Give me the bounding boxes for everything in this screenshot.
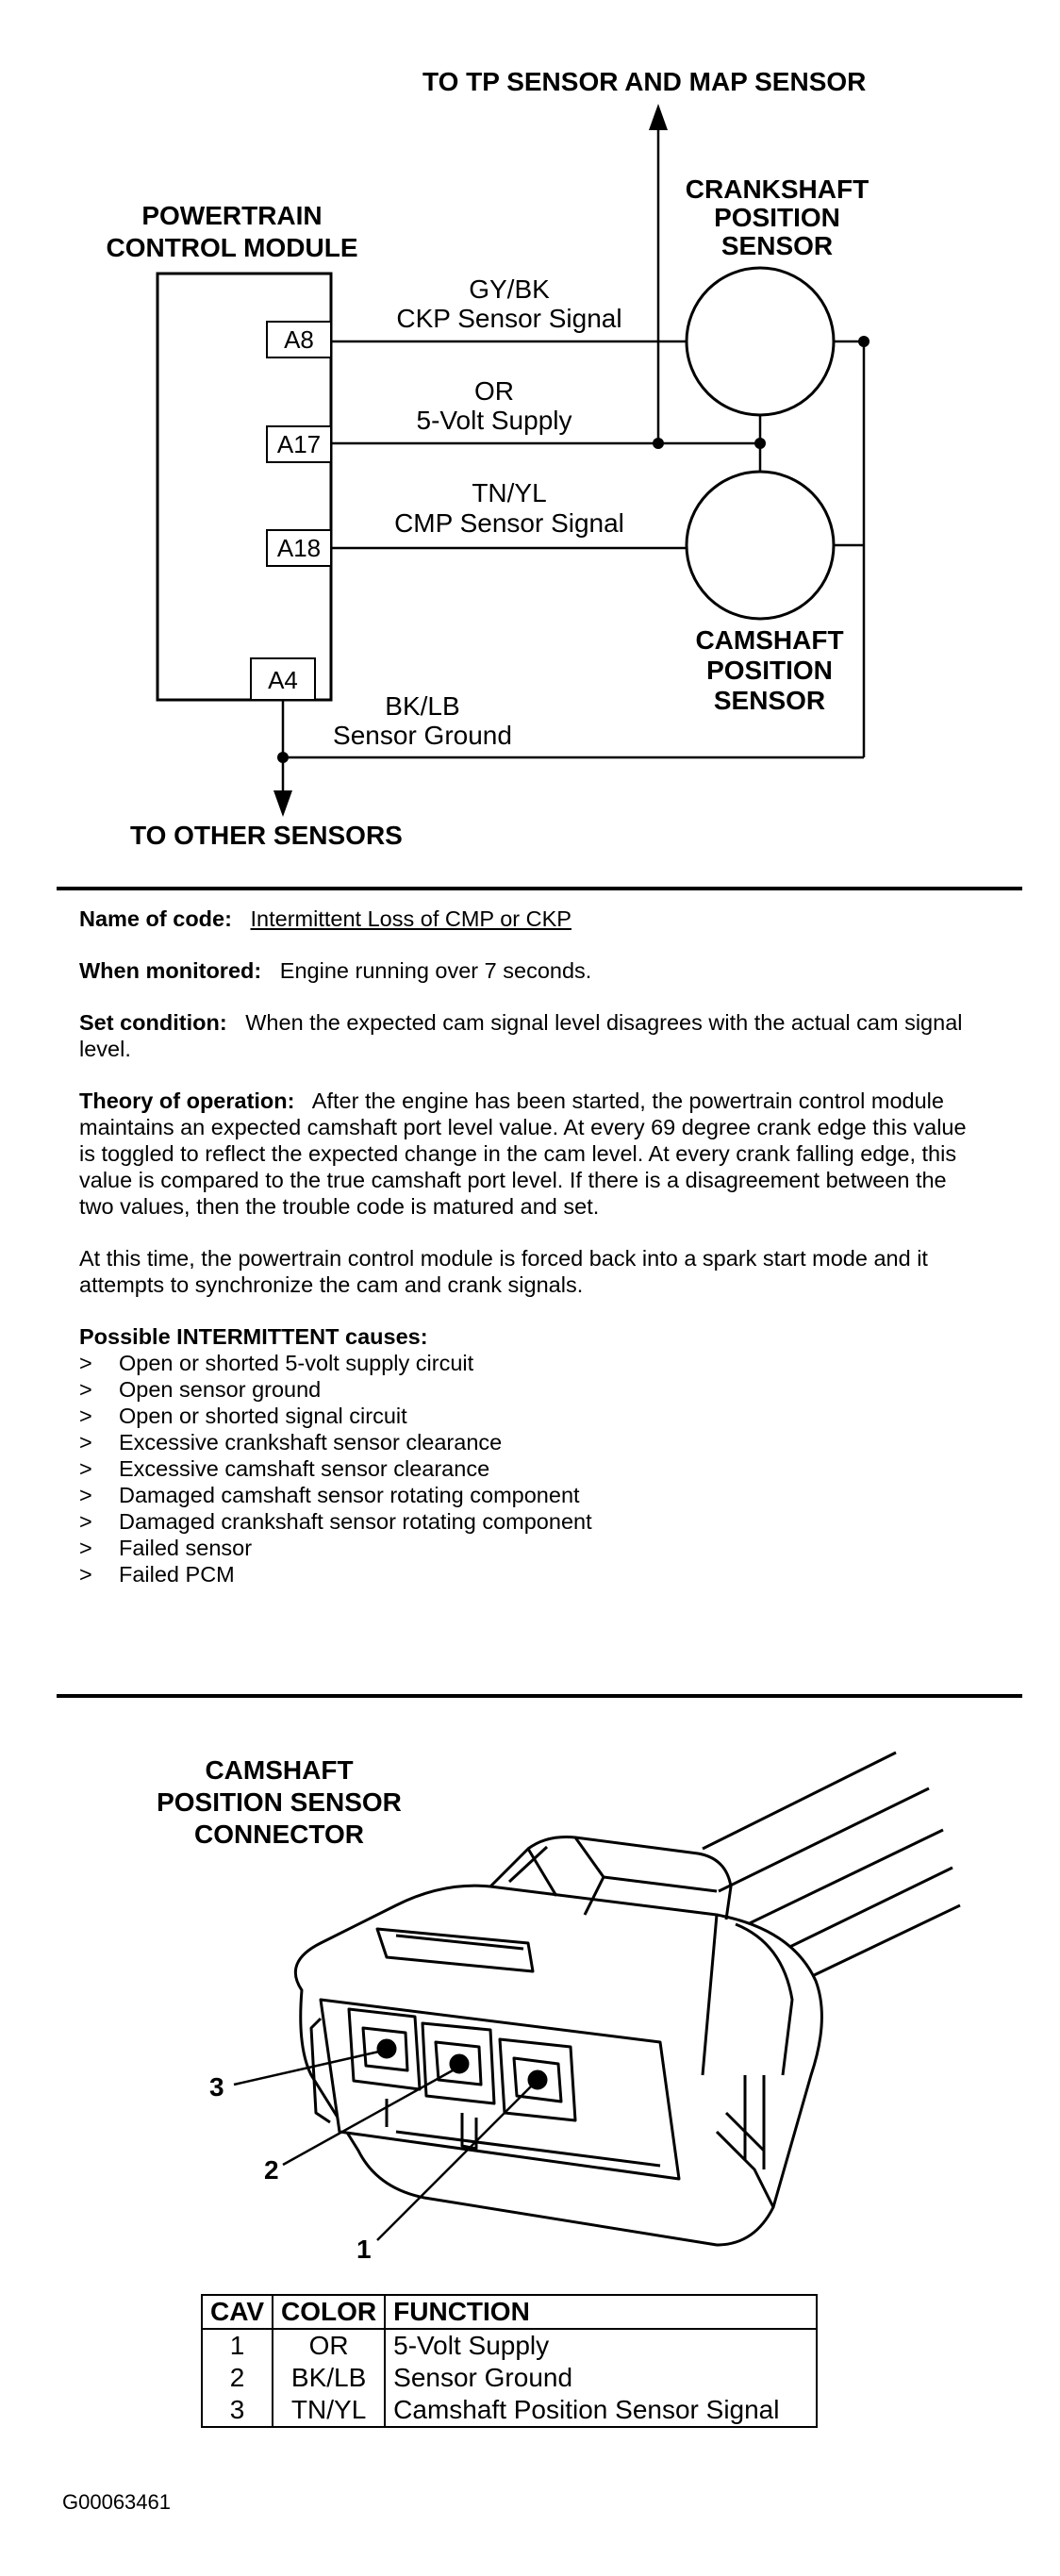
list-item: > Excessive crankshaft sensor clearance bbox=[79, 1430, 503, 1454]
figure-id: G00063461 bbox=[62, 2490, 171, 2514]
ckp-sensor-symbol bbox=[687, 268, 834, 415]
theory-label: Theory of operation: bbox=[79, 1089, 295, 1113]
callout-1: 1 bbox=[356, 2235, 372, 2264]
pin-a18: A18 bbox=[276, 534, 322, 562]
spark-start-paragraph: At this time, the powertrain control module is forced back into a spark start mode and it attempts to synchronize the cam and crank signals. bbox=[79, 1246, 928, 1297]
ground-wire-color: BK/LB bbox=[385, 691, 460, 721]
set-condition-label: Set condition: bbox=[79, 1010, 227, 1035]
ckp-wire-color: GY/BK bbox=[469, 274, 550, 304]
list-item: > Failed sensor bbox=[79, 1536, 253, 1560]
code-description bbox=[79, 906, 985, 1587]
color-header: COLOR bbox=[273, 2295, 385, 2329]
color-cell: BK/LB bbox=[273, 2362, 385, 2394]
function-header: FUNCTION bbox=[385, 2295, 817, 2329]
table-row bbox=[202, 2362, 817, 2394]
up-arrow-icon bbox=[649, 104, 668, 130]
connector-drawing bbox=[295, 1753, 960, 2245]
cav-header: CAV bbox=[202, 2295, 273, 2329]
list-item: > Open or shorted signal circuit bbox=[79, 1404, 407, 1428]
divider-top bbox=[57, 887, 1022, 890]
ckp-label-line2: POSITION bbox=[714, 203, 840, 232]
list-item: > Damaged crankshaft sensor rotating component bbox=[79, 1509, 592, 1534]
ground-wire-name: Sensor Ground bbox=[333, 721, 512, 750]
causes-label: Possible INTERMITTENT causes: bbox=[79, 1324, 428, 1349]
when-monitored-label: When monitored: bbox=[79, 958, 262, 983]
pin-a17: A17 bbox=[276, 430, 322, 458]
cmp-wire-name: CMP Sensor Signal bbox=[394, 508, 624, 538]
connector-title-line2: POSITION SENSOR bbox=[157, 1787, 402, 1817]
set-condition-row bbox=[79, 1009, 985, 1062]
when-monitored-value: Engine running over 7 seconds. bbox=[279, 958, 592, 983]
when-monitored-row bbox=[79, 957, 985, 984]
name-of-code-value: Intermittent Loss of CMP or CKP bbox=[250, 906, 571, 931]
list-item: > Failed PCM bbox=[79, 1562, 235, 1587]
ckp-wire-name: CKP Sensor Signal bbox=[396, 304, 622, 333]
cav-cell: 2 bbox=[202, 2362, 273, 2394]
pin-a4: A4 bbox=[268, 666, 298, 694]
ckp-label-line1: CRANKSHAFT bbox=[685, 175, 870, 204]
name-of-code-label: Name of code: bbox=[79, 906, 232, 931]
pcm-label-line2: CONTROL MODULE bbox=[106, 233, 358, 262]
supply-wire-color: OR bbox=[474, 376, 514, 406]
connector-illustration bbox=[0, 1698, 1060, 2264]
name-of-code-row bbox=[79, 906, 985, 932]
cavity-table bbox=[201, 2294, 818, 2428]
wiring-diagram bbox=[0, 0, 1060, 887]
cav-cell: 3 bbox=[202, 2394, 273, 2427]
table-row bbox=[202, 2329, 817, 2362]
cmp-label-line1: CAMSHAFT bbox=[695, 625, 844, 655]
list-item: > Open or shorted 5-volt supply circuit bbox=[79, 1351, 474, 1375]
supply-wire-name: 5-Volt Supply bbox=[416, 406, 572, 435]
theory-value: After the engine has been started, the powertrain control module maintains an expected camshaft port level value. At every 69 degree crank edge this value is toggled to reflect the expected change in the cam level. At every crank falling edge, this value is compared to the true camshaft port level. If there is a disagreement between the two values, then the trouble code is matured and set. bbox=[79, 1089, 967, 1219]
top-destination-label: TO TP SENSOR AND MAP SENSOR bbox=[422, 67, 867, 96]
cmp-wire-color: TN/YL bbox=[472, 478, 547, 507]
cmp-label-line2: POSITION bbox=[706, 656, 833, 685]
down-arrow-icon bbox=[273, 790, 292, 817]
list-item: > Damaged camshaft sensor rotating component bbox=[79, 1483, 580, 1507]
ground-splice-top bbox=[858, 336, 870, 347]
set-condition-value: When the expected cam signal level disagrees with the actual cam signal level. bbox=[79, 1010, 963, 1061]
color-cell: TN/YL bbox=[273, 2394, 385, 2427]
table-header-row bbox=[202, 2295, 817, 2329]
color-cell: OR bbox=[273, 2329, 385, 2362]
ckp-label-line3: SENSOR bbox=[720, 231, 834, 260]
supply-splice-left bbox=[653, 438, 664, 449]
callout-3: 3 bbox=[209, 2072, 224, 2102]
callout-2: 2 bbox=[264, 2155, 279, 2185]
pin-a8: A8 bbox=[284, 325, 314, 354]
list-item: > Excessive camshaft sensor clearance bbox=[79, 1456, 490, 1481]
causes-list bbox=[79, 1350, 985, 1587]
cmp-sensor-symbol bbox=[687, 472, 834, 619]
function-cell: Sensor Ground bbox=[385, 2362, 817, 2394]
function-cell: Camshaft Position Sensor Signal bbox=[385, 2394, 817, 2427]
ground-splice-left bbox=[277, 752, 289, 763]
connector-title-line1: CAMSHAFT bbox=[205, 1755, 354, 1785]
supply-splice-right bbox=[754, 438, 766, 449]
theory-row bbox=[79, 1088, 985, 1220]
bottom-destination-label: TO OTHER SENSORS bbox=[130, 821, 403, 850]
list-item: > Open sensor ground bbox=[79, 1377, 322, 1402]
table-row bbox=[202, 2394, 817, 2427]
function-cell: 5-Volt Supply bbox=[385, 2329, 817, 2362]
pcm-label-line1: POWERTRAIN bbox=[141, 201, 323, 230]
cmp-label-line3: SENSOR bbox=[713, 686, 826, 715]
cav-cell: 1 bbox=[202, 2329, 273, 2362]
connector-title-line3: CONNECTOR bbox=[194, 1820, 364, 1849]
